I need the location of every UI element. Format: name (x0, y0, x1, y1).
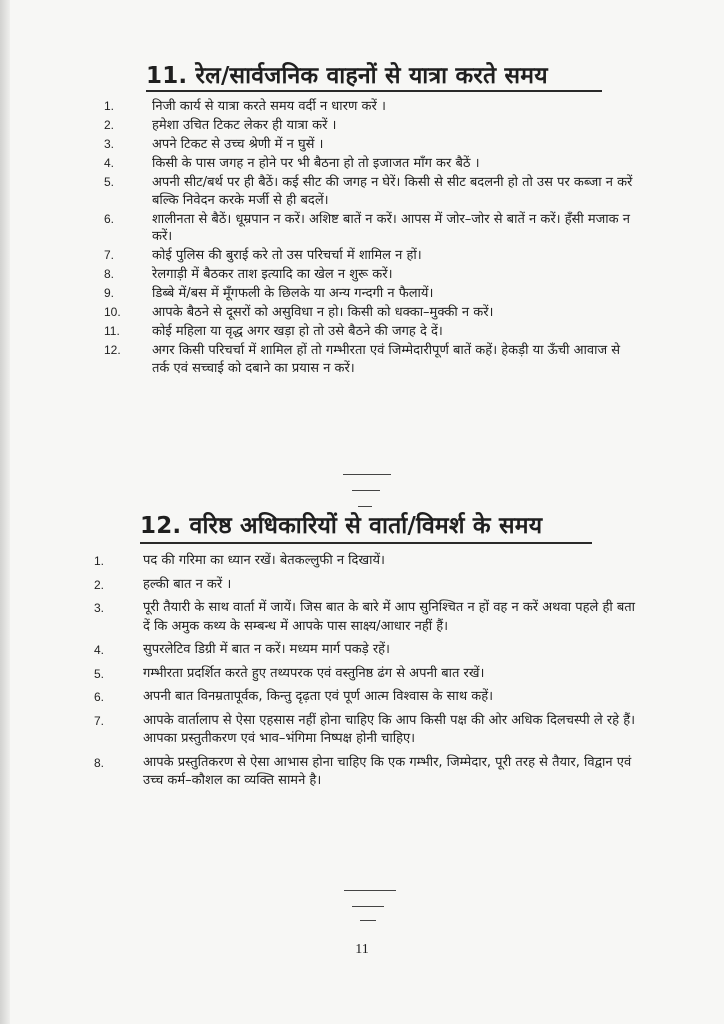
item-text: अपने टिकट से उच्च श्रेणी में न घुसें । (152, 137, 324, 152)
item-number: 8. (94, 755, 105, 770)
item-text: कोई पुलिस की बुराई करे तो उस परिचर्चा में शामिल न हों। (152, 248, 422, 263)
list-item (0, 688, 724, 707)
item-number: 2. (104, 118, 115, 132)
page-number: 11 (355, 942, 369, 957)
item-number: 8. (104, 267, 115, 281)
item-number: 6. (104, 211, 115, 226)
item-text: आपके बैठने से दूसरों को असुविधा न हो। किसी को धक्का–मुक्की न करें। (152, 305, 494, 320)
item-text: हमेशा उचित टिकट लेकर ही यात्रा करें । (152, 118, 337, 133)
list-item (0, 599, 724, 636)
item-number: 11. (104, 324, 120, 338)
item-number: 2. (94, 577, 105, 592)
list-item (0, 665, 724, 684)
item-text: सुपरलेटिव डिग्री में बात न करें। मध्यम मार्ग पकड़े रहें। (143, 642, 390, 657)
list-item (0, 323, 724, 341)
item-text: अगर किसी परिचर्चा में शामिल हों तो गम्भीरता एवं जिम्मेदारीपूर्ण बातें कहें। हेकड़ी या ऊँची आवाज से तर्क एवं सच्चाई को दबाने का प्रयास न करें। (152, 343, 621, 376)
item-text: आपके प्रस्तुतिकरण से ऐसा आभास होना चाहिए कि एक गम्भीर, जिम्मेदार, पूरी तरह से तैयार, विद्वान एवं उच्च कर्म–कौशल का व्यक्ति सामने है। (143, 754, 632, 788)
item-text: शालीनता से बैठें। धूम्रपान न करें। अशिष्ट बातें न करें। आपस में जोर–जोर से बातें न करें। हँसी मजाक न करें। (152, 211, 631, 244)
list-item (0, 304, 724, 322)
item-number: 5. (94, 666, 105, 681)
list-item (0, 576, 724, 595)
item-number: 7. (104, 248, 115, 262)
item-text: पूरी तैयारी के साथ वार्ता में जायें। जिस बात के बारे में आप सुनिश्चित न हों वह न करें अथवा पहले ही बता दें कि अमुक कथ्य के सम्बन्ध में आपके पास साक्ष्य/आधार नहीं हैं। (143, 600, 636, 634)
list-item (0, 641, 724, 660)
list-item (0, 174, 724, 209)
item-number: 1. (94, 554, 105, 568)
item-number: 6. (94, 690, 105, 704)
list-item (0, 117, 724, 135)
item-number: 7. (94, 713, 105, 728)
item-number: 3. (94, 601, 105, 615)
list-item (0, 285, 724, 303)
item-text: गम्भीरता प्रदर्शित करते हुए तथ्यपरक एवं वस्तुनिष्ठ ढंग से अपनी बात रखें। (143, 665, 485, 681)
item-text: हल्की बात न करें । (143, 576, 232, 592)
item-number: 9. (104, 286, 115, 300)
list-item (0, 98, 724, 116)
item-text: रेलगाड़ी में बैठकर ताश इत्यादि का खेल न शुरू करें। (152, 267, 393, 282)
item-number: 3. (104, 137, 115, 151)
list-item (0, 754, 724, 791)
item-text: आपके वार्तालाप से ऐसा एहसास नहीं होना चाहिए कि आप किसी पक्ष की ओर अधिक दिलचस्पी ले रहे हैं। आपका प्रस्तुतीकरण एवं भाव–भंगिमा निष्पक्ष होनी चाहिए। (143, 712, 636, 746)
list-item (0, 247, 724, 265)
list-item (0, 552, 724, 571)
item-text: निजी कार्य से यात्रा करते समय वर्दी न धारण करें । (152, 99, 386, 114)
item-text: किसी के पास जगह न होने पर भी बैठना हो तो इजाजत माँग कर बैठें । (152, 156, 480, 171)
item-number: 5. (104, 175, 115, 189)
section-title: 11. रेल/सार्वजनिक वाहनों से यात्रा करते समय (146, 63, 548, 89)
item-text: अपनी बात विनम्रतापूर्वक, किन्तु दृढ़ता एवं पूर्ण आत्म विश्वास के साथ कहें। (143, 689, 494, 704)
item-number: 10. (104, 305, 121, 319)
item-number: 12. (104, 343, 121, 357)
section-heading (0, 58, 724, 92)
item-text: अपनी सीट/बर्थ पर ही बैठें। कई सीट की जगह न घेरें। किसी से सीट बदलनी हो तो उस पर कब्जा न करें बल्कि निवेदन करके मर्जी से ही बदलें। (152, 175, 633, 208)
section-title: 12. वरिष्ठ अधिकारियों से वार्ता/विमर्श के समय (140, 513, 543, 539)
title-underline (146, 90, 602, 92)
section-heading (0, 508, 724, 542)
numbered-list (0, 98, 724, 377)
item-text: पद की गरिमा का ध्यान रखें। बेतकल्लुफी न दिखायें। (143, 553, 385, 568)
numbered-list (0, 552, 724, 791)
list-item (0, 266, 724, 284)
item-number: 4. (94, 643, 105, 657)
list-item (0, 155, 724, 173)
item-text: डिब्बे में/बस में मूँगफली के छिलके या अन्य गन्दगी न फैलायें। (152, 286, 434, 301)
section-senior-officers (0, 508, 724, 786)
list-item (0, 136, 724, 154)
item-number: 4. (104, 156, 115, 170)
list-item (0, 712, 724, 749)
section-rail-public-transport (0, 58, 724, 376)
title-underline (140, 542, 592, 544)
item-number: 1. (104, 99, 115, 113)
list-item (0, 211, 724, 246)
item-text: कोई महिला या वृद्ध अगर खड़ा हो तो उसे बैठने की जगह दे दें। (152, 324, 443, 339)
list-item (0, 342, 724, 377)
